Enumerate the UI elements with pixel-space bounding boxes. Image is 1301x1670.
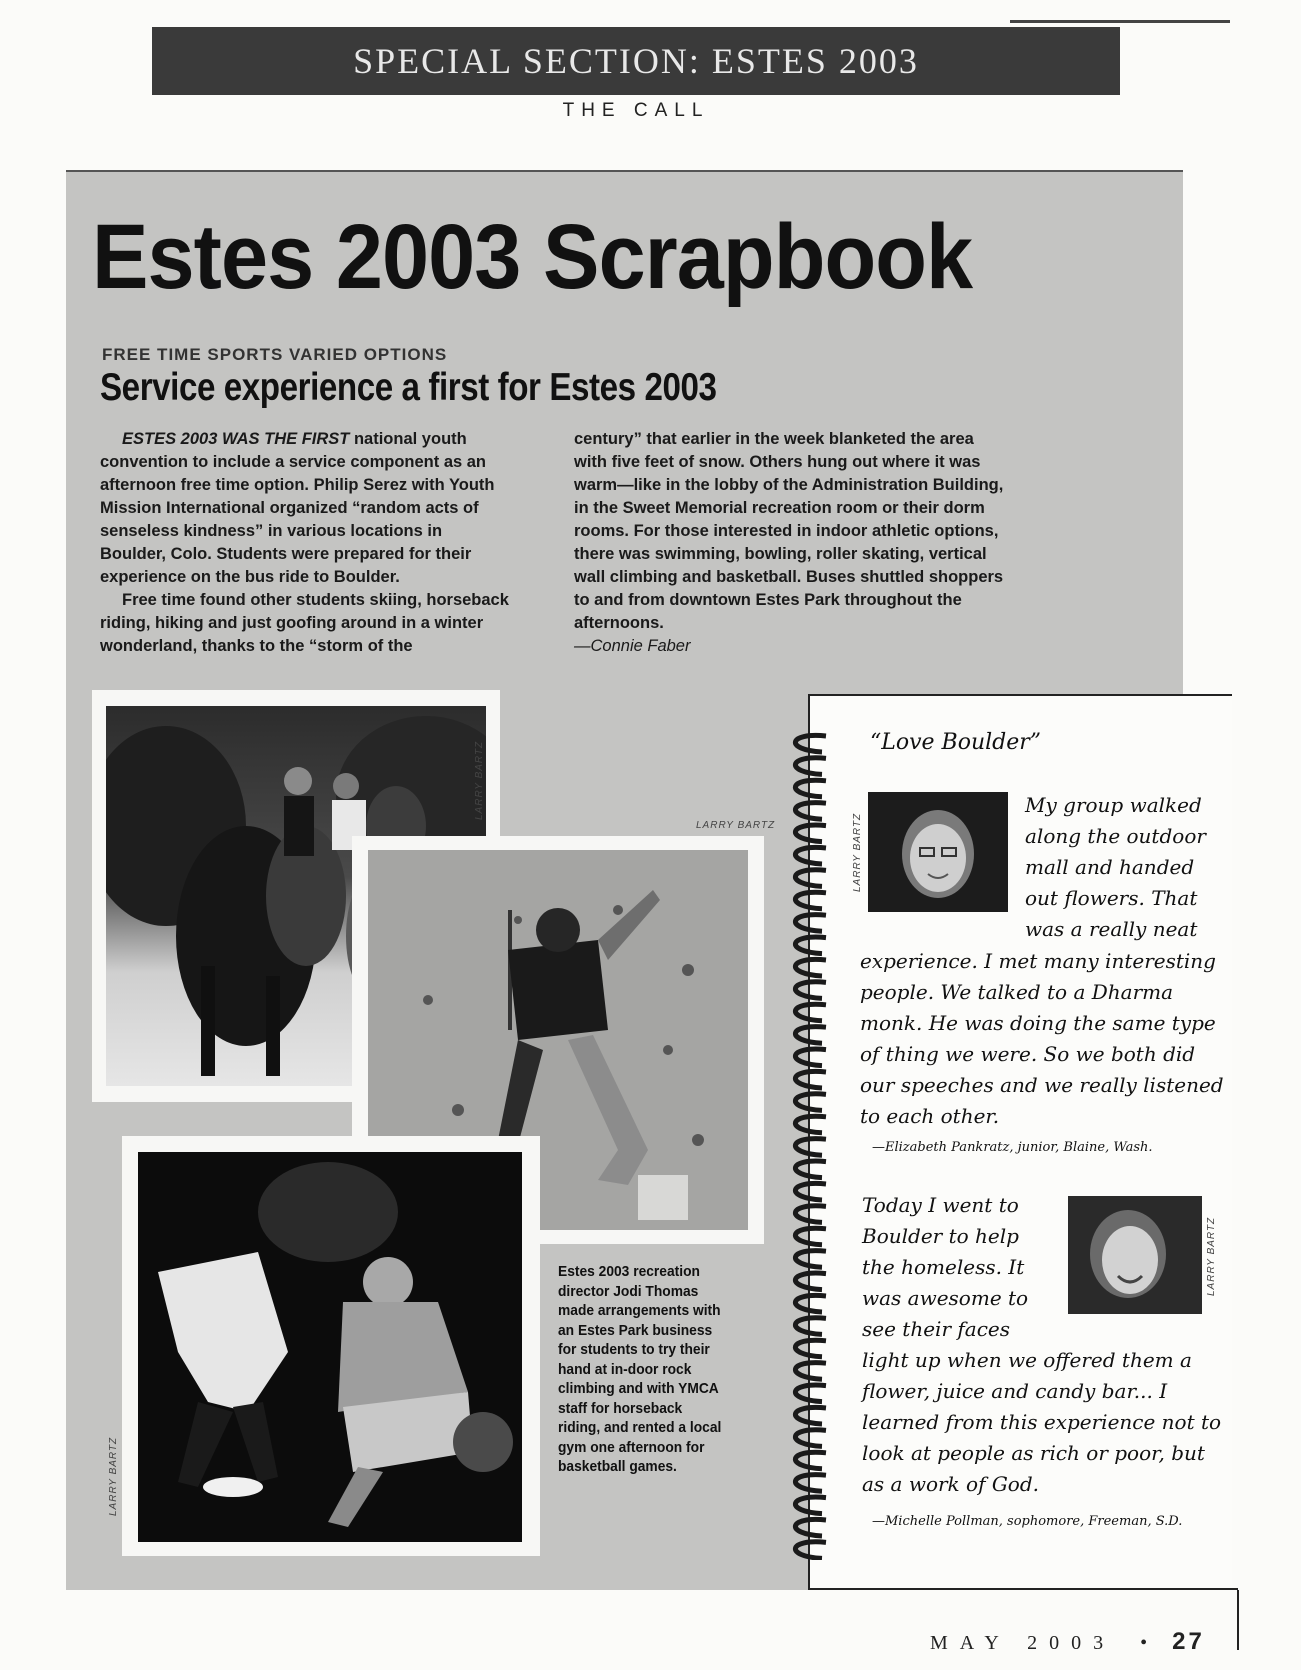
photo-credit: LARRY BARTZ xyxy=(108,1436,119,1516)
spiral-coil xyxy=(795,780,826,797)
basketball-photo xyxy=(138,1152,522,1542)
footer-bullet: • xyxy=(1140,1632,1148,1654)
spiral-coil xyxy=(795,982,826,999)
page-number: 27 xyxy=(1172,1628,1205,1655)
paragraph: Free time found other students skiing, horseback riding, hiking and just goofing around in a winter wonderland, thanks to the “storm of the xyxy=(100,591,509,655)
spiral-coil xyxy=(795,1228,826,1245)
headline: Service experience a first for Estes 2003 xyxy=(100,366,717,409)
spiral-coil xyxy=(795,1363,826,1380)
quote-1-intro: My group walked along the outdoor mall and handed out flowers. That was a really neat xyxy=(1025,793,1206,941)
portrait-frame-1 xyxy=(852,792,1008,912)
spiral-coil xyxy=(795,803,826,820)
spiral-coil xyxy=(795,1542,826,1559)
byline: —Connie Faber xyxy=(574,637,691,655)
spiral-coil xyxy=(795,1295,826,1312)
spiral-coil xyxy=(795,1071,826,1088)
spiral-coil xyxy=(795,1452,826,1469)
spiral-coil xyxy=(795,1004,826,1021)
article-column-1 xyxy=(100,428,510,658)
portrait-frame-2 xyxy=(1068,1196,1217,1314)
spiral-coil xyxy=(795,1407,826,1424)
kicker: FREE TIME SPORTS VARIED OPTIONS xyxy=(102,345,448,364)
photo-credit: LARRY BARTZ xyxy=(474,740,485,820)
article-column-2 xyxy=(574,428,1008,658)
photo-credit: LARRY BARTZ xyxy=(1206,1216,1217,1296)
spiral-coil xyxy=(795,1497,826,1514)
spiral-coil xyxy=(795,892,826,909)
quote-2-attribution: —Michelle Pollman, sophomore, Freeman, S.D. xyxy=(872,1514,1183,1529)
spiral-binding-icon xyxy=(778,730,838,1560)
photo-caption: Estes 2003 recreation director Jodi Thomas made arrangements with an Estes Park business for students to try their hand at in-door rock climbing and with YMCA staff for horseback riding, and rented a local gym one afternoon for basketball games. xyxy=(558,1263,722,1475)
spiral-coil xyxy=(795,735,826,752)
sidebar-rule-top xyxy=(808,694,1232,696)
spiral-coil xyxy=(795,1519,826,1536)
spiral-coil xyxy=(795,959,826,976)
spiral-coil xyxy=(795,1340,826,1357)
quote-1-body: experience. I met many interesting people. We talked to a Dharma monk. He was doing the same type of thing we were. So we both did our speeches and we really listened to each other. xyxy=(860,949,1224,1128)
section-header: SPECIAL SECTION: ESTES 2003 xyxy=(152,27,1120,95)
top-rule xyxy=(1010,20,1230,23)
photo-credit: LARRY BARTZ xyxy=(696,820,776,831)
spiral-coil xyxy=(795,915,826,932)
page-footer xyxy=(930,1628,1205,1656)
spiral-coil xyxy=(795,847,826,864)
spiral-coil xyxy=(795,1430,826,1447)
spiral-coil xyxy=(795,1475,826,1492)
footer-date: MAY 2003 xyxy=(930,1632,1116,1654)
lead-in: ESTES 2003 WAS THE FIRST xyxy=(122,430,350,448)
spiral-coil xyxy=(795,1206,826,1223)
spiral-coil xyxy=(795,1251,826,1268)
sidebar-title: “Love Boulder” xyxy=(870,730,1042,755)
quote-2-body: light up when we offered them a flower, juice and candy bar... I learned from this experience not to look at people as rich or poor, but as a work of God. xyxy=(862,1348,1222,1496)
spiral-coil xyxy=(795,1273,826,1290)
spiral-coil xyxy=(795,937,826,954)
spiral-coil xyxy=(795,1139,826,1156)
spiral-coil xyxy=(795,870,826,887)
spiral-coil xyxy=(795,1161,826,1178)
spiral-coil xyxy=(795,758,826,775)
portrait-photo xyxy=(868,792,1008,912)
spiral-coil xyxy=(795,1094,826,1111)
sidebar-rule-bottom xyxy=(808,1588,1238,1590)
publication-name: THE CALL xyxy=(562,100,710,121)
sidebar-rule-right xyxy=(1237,1590,1239,1650)
spiral-coil xyxy=(795,825,826,842)
spiral-coil xyxy=(795,1183,826,1200)
spiral-coil xyxy=(795,1027,826,1044)
portrait-photo xyxy=(1068,1196,1202,1314)
paragraph xyxy=(100,428,510,589)
photo-credit: LARRY BARTZ xyxy=(852,812,863,892)
paragraph-text: national youth convention to include a service component as an afternoon free time option. Philip Serez with Youth Mission International organized “random acts of senseless kindness” in various locations in Boulder, Colo. Students were prepared for their experience on the bus ride to Boulder. xyxy=(100,430,495,586)
photo-frame-basketball xyxy=(108,1136,540,1556)
spiral-coil xyxy=(795,1385,826,1402)
spiral-coil xyxy=(795,1318,826,1335)
page-title: Estes 2003 Scrapbook xyxy=(92,206,973,308)
paragraph: century” that earlier in the week blanketed the area with five feet of snow. Others hung out where it was warm—like in the lobby of the Administration Building, in the Sweet Memorial recreation room or their dorm rooms. For those interested in indoor athletic options, there was swimming, bowling, roller skating, vertical wall climbing and basketball. Buses shuttled shoppers to and from downtown Estes Park throughout the afternoons. xyxy=(574,430,1004,632)
quote-2-intro: Today I went to Boulder to help the homeless. It was awesome to see their faces xyxy=(862,1193,1029,1341)
spiral-coil xyxy=(795,1049,826,1066)
spiral-coil xyxy=(795,1116,826,1133)
quote-1-attribution: —Elizabeth Pankratz, junior, Blaine, Wash. xyxy=(872,1140,1153,1155)
